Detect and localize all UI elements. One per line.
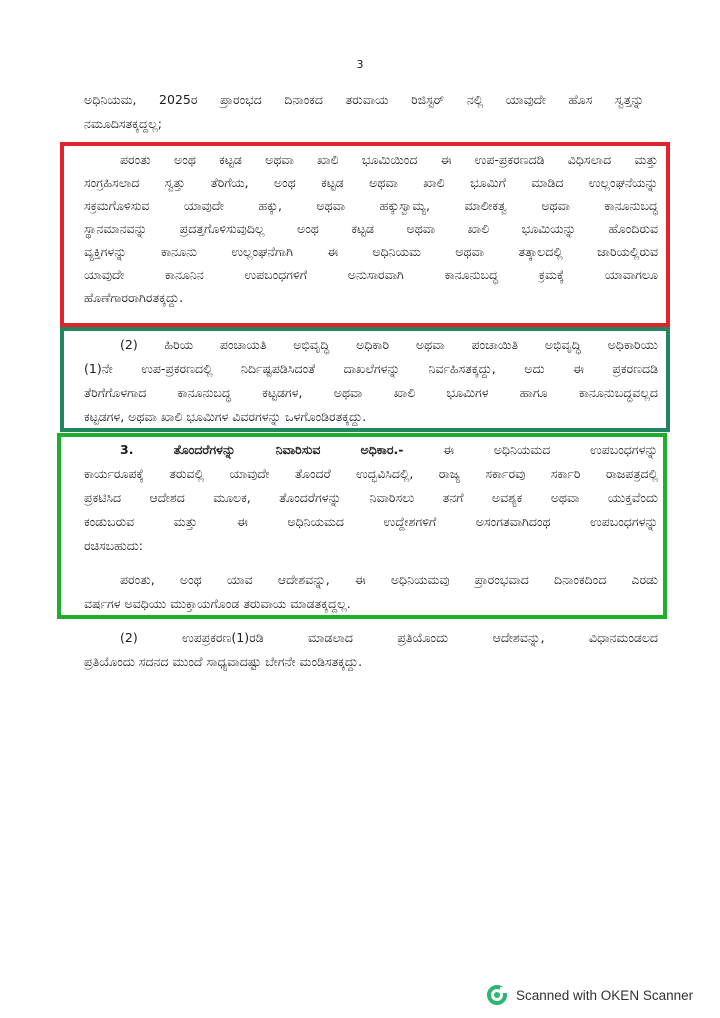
proviso-paragraph-red — [84, 148, 658, 309]
intro-line: ಅಧಿನಿಯಮ, 2025ರ ಪ್ರಾರಂಭದ ದಿನಾಂಕದ ತರುವಾಯ ರಿಜಿಸ್ಟರ್ ನಲ್ಲಿ ಯಾವುದೇ ಹೊಸ ಸ್ವತ್ತನ್ನು — [84, 92, 644, 107]
final-subsection-line: (2) ಉಪಪ್ರಕರಣ(1)ರಡಿ ಮಾಡಲಾದ ಪ್ರತಿಯೊಂದು ಆದೇಶವನ್ನು, ವಿಧಾನಮಂಡಲದ — [120, 630, 658, 645]
subsection-line: ಕಟ್ಟಡಗಳ, ಅಥವಾ ಖಾಲಿ ಭೂಮಿಗಳ ವಿವರಗಳನ್ನು ಒಳಗೊಂಡಿರತಕ್ಕದ್ದು. — [84, 409, 367, 424]
section-3-heading-line — [84, 438, 658, 462]
section-3-line: ಪ್ರಕಟಿಸಿದ ಆದೇಶದ ಮೂಲಕ, ತೊಂದರೆಗಳನ್ನು ನಿವಾರಿಸಲು ತನಗೆ ಅವಶ್ಯಕ ಅಥವಾ ಯುಕ್ತವೆಂದು — [84, 490, 658, 505]
section-3-line: ಕಾರ್ಯರೂಪಕ್ಕೆ ತರುವಲ್ಲಿ ಯಾವುದೇ ತೊಂದರೆ ಉದ್ಭವಿಸಿದಲ್ಲಿ, ರಾಜ್ಯ ಸರ್ಕಾರವು ಸರ್ಕಾರಿ ರಾಜಪತ್ರದಲ್ಲಿ — [84, 466, 658, 481]
section-3-proviso-line: ಪರಂತು, ಅಂಥ ಯಾವ ಆದೇಶವನ್ನು, ಈ ಅಧಿನಿಯಮವು ಪ್ರಾರಂಭವಾದ ದಿನಾಂಕದಿಂದ ಎರಡು — [120, 572, 658, 587]
section-3-paragraph — [84, 438, 658, 558]
scanner-watermark — [486, 984, 693, 1006]
proviso-line: ಸಂಗ್ರಹಿಸಲಾದ ಸ್ವತ್ತು ತೆರಿಗೆಯ, ಅಂಥ ಕಟ್ಟಡ ಅಥವಾ ಖಾಲಿ ಭೂಮಿಗೆ ಮಾಡಿದ ಉಲ್ಲಂಘನೆಯನ್ನು — [84, 175, 658, 190]
subsection-2-paragraph — [84, 333, 658, 429]
proviso-line: ಯಾವುದೇ ಕಾನೂನಿನ ಉಪಬಂಧಗಳಿಗೆ ಅನುಸಾರವಾಗಿ ಕಾನೂನುಬದ್ಧ ಕ್ರಮಕ್ಕೆ ಯಾವಾಗಲೂ — [84, 267, 658, 282]
proviso-line: ವ್ಯಕ್ತಿಗಳನ್ನು ಕಾನೂನು ಉಲ್ಲಂಘನೆಗಾಗಿ ಈ ಅಧಿನಿಯಮ ಅಥವಾ ತತ್ಕಾಲದಲ್ಲಿ ಜಾರಿಯಲ್ಲಿರುವ — [84, 244, 658, 259]
subsection-line: (1)ನೇ ಉಪ-ಪ್ರಕರಣದಲ್ಲಿ ನಿರ್ದಿಷ್ಟಪಡಿಸಿದಂತೆ ದಾಖಲೆಗಳನ್ನು ನಿರ್ವಹಿಸತಕ್ಕದ್ದು, ಅದು ಈ ಪ್ರಕರಣದಡಿ — [84, 361, 658, 376]
scanner-watermark-text: Scanned with OKEN Scanner — [516, 987, 694, 1003]
final-subsection-line: ಪ್ರತಿಯೊಂದು ಸದನದ ಮುಂದೆ ಸಾಧ್ಯವಾದಷ್ಟು ಬೇಗನೇ ಮಂಡಿಸತಕ್ಕದ್ದು. — [84, 654, 363, 669]
section-3-line: ಕಂಡುಬರುವ ಮತ್ತು ಈ ಅಧಿನಿಯಮದ ಉದ್ದೇಶಗಳಿಗೆ ಅಸಂಗತವಾಗಿದಂಥ ಉಪಬಂಧಗಳನ್ನು — [84, 514, 658, 529]
intro-paragraph — [84, 88, 644, 136]
section-3-line: ರಚಿಸಬಹುದು: — [84, 538, 144, 553]
final-subsection-paragraph — [84, 626, 658, 674]
subsection-line: (2) ಹಿರಿಯ ಪಂಚಾಯತಿ ಅಭಿವೃದ್ಧಿ ಅಧಿಕಾರಿ ಅಥವಾ ಪಂಚಾಯಿತಿ ಅಭಿವೃದ್ಧಿ ಅಧಿಕಾರಿಯು — [120, 337, 658, 352]
proviso-line: ಸಕ್ರಮಗೊಳಿಸುವ ಯಾವುದೇ ಹಕ್ಕು, ಅಥವಾ ಹಕ್ಕುಸ್ವಾಮ್ಯ, ಮಾಲೀಕತ್ವ ಅಥವಾ ಕಾನೂನುಬದ್ಧ — [84, 198, 658, 213]
proviso-line: ಸ್ಥಾನಮಾನವನ್ನು ಪ್ರದತ್ತಗೊಳಿಸುವುದಿಲ್ಲ ಅಂಥ ಕಟ್ಟಡ ಅಥವಾ ಖಾಲಿ ಭೂಮಿಯನ್ನು ಹೊಂದಿರುವ — [84, 221, 658, 236]
intro-line: ನಮೂದಿಸತಕ್ಕದ್ದಲ್ಲ; — [84, 116, 162, 131]
proviso-line: ಪರಂತು ಅಂಥ ಕಟ್ಟಡ ಅಥವಾ ಖಾಲಿ ಭೂಮಿಯಿಂದ ಈ ಉಪ-ಪ್ರಕರಣದಡಿ ವಿಧಿಸಲಾದ ಮತ್ತು — [120, 152, 658, 167]
subsection-line: ತೆರಿಗೆಗೊಳಗಾದ ಕಾನೂನುಬದ್ಧ ಕಟ್ಟಡಗಳ, ಅಥವಾ ಖಾಲಿ ಭೂಮಿಗಳ ಹಾಗೂ ಕಾನೂನುಬದ್ಧವಲ್ಲದ — [84, 385, 658, 400]
section-3-proviso — [84, 568, 658, 616]
section-3-proviso-line: ವರ್ಷಗಳ ಅವಧಿಯು ಮುಕ್ತಾಯಗೊಂಡ ತರುವಾಯ ಮಾಡತಕ್ಕದ್ದಲ್ಲ. — [84, 596, 351, 611]
proviso-line: ಹೊಣೆಗಾರರಾಗಿರತಕ್ಕದ್ದು. — [84, 290, 184, 305]
page-number: 3 — [356, 58, 364, 71]
oken-scanner-logo-icon — [486, 984, 508, 1006]
section-3-heading-rest: ಈ ಅಧಿನಿಯಮದ ಉಪಬಂಧಗಳನ್ನು — [443, 442, 658, 457]
section-3-heading: 3. ತೊಂದರೆಗಳನ್ನು ನಿವಾರಿಸುವ ಅಧಿಕಾರ.- — [120, 442, 404, 457]
